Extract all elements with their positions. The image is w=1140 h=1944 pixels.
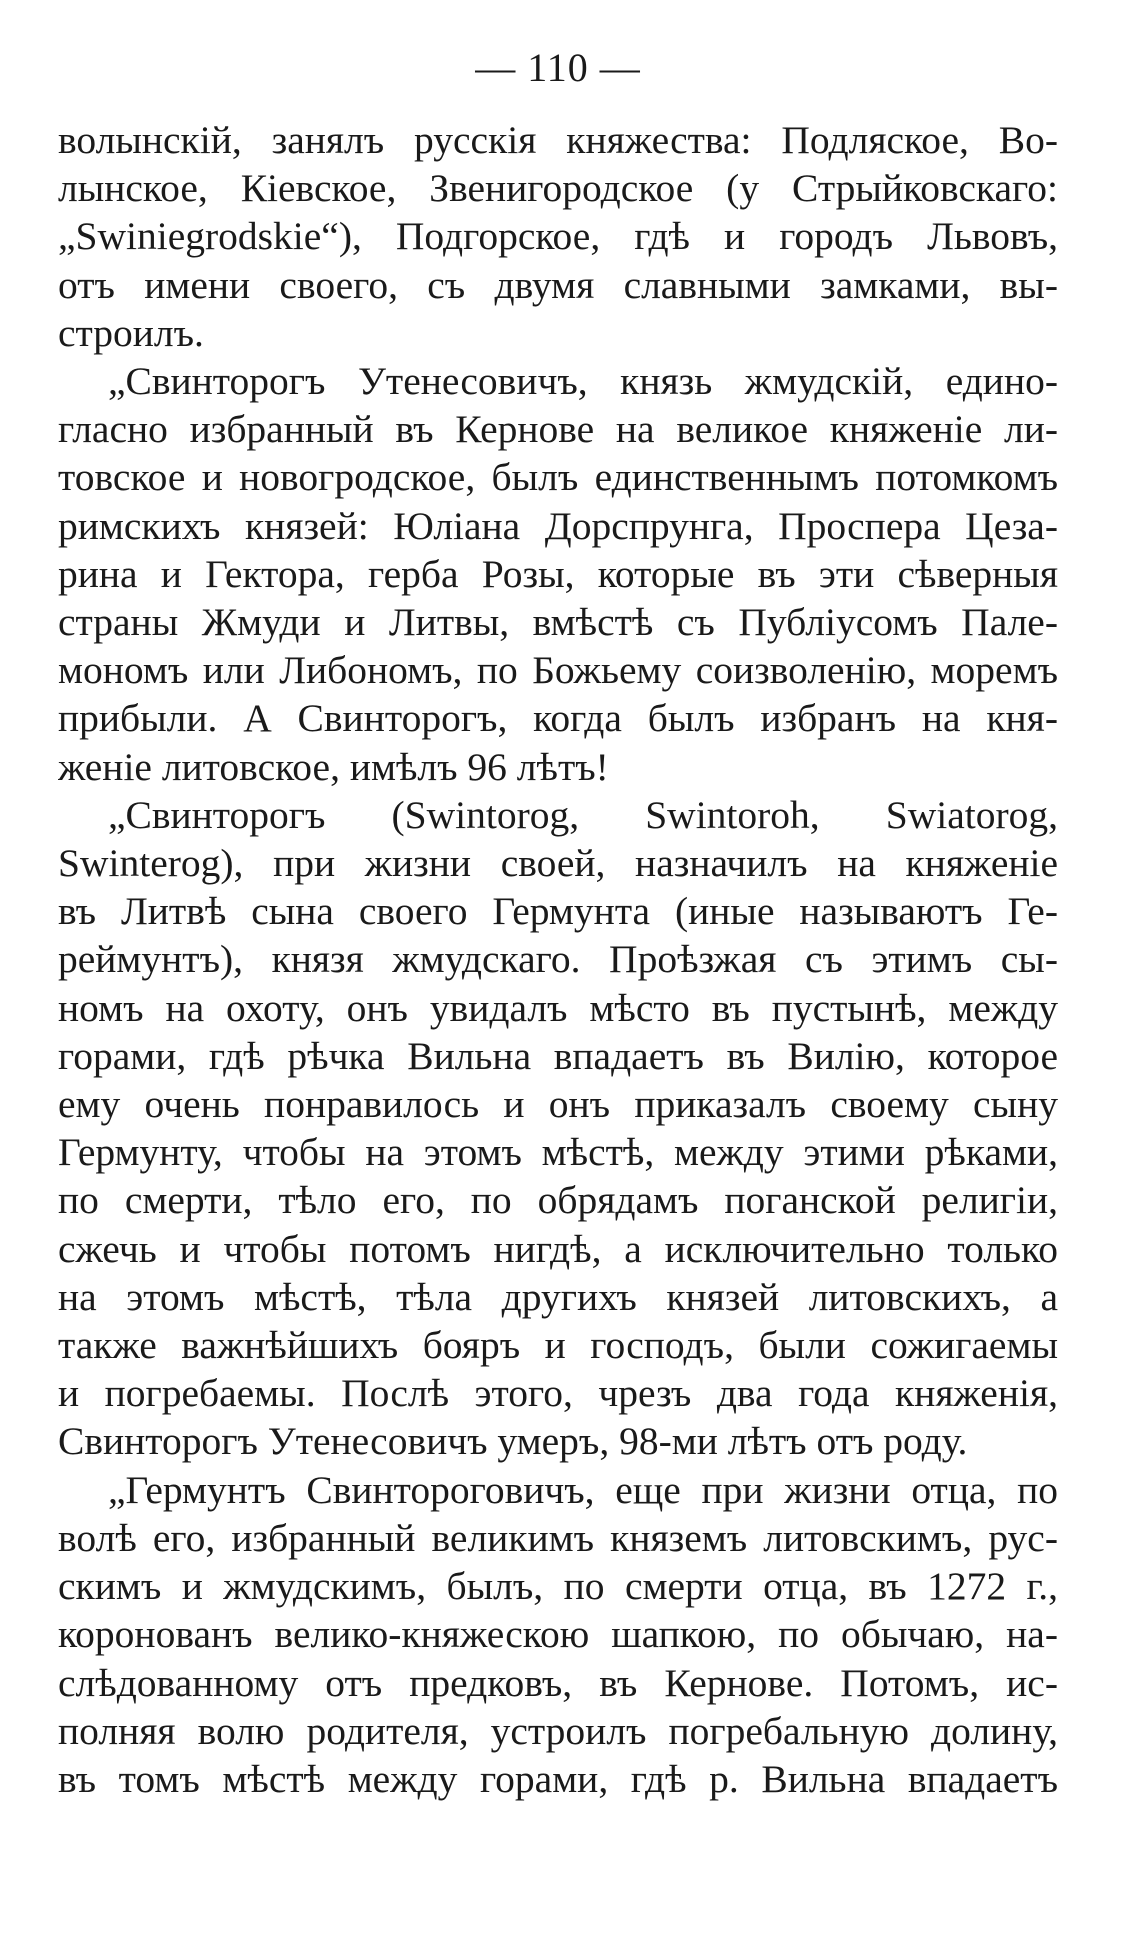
text-line: лынское, Кіевское, Звенигородское (у Стрыйковскаго: xyxy=(58,166,1058,211)
text-line: и погребаемы. Послѣ этого, чрезъ два года княженія, xyxy=(58,1371,1058,1416)
text-line: мономъ или Либономъ, по Божьему соизволенію, моремъ xyxy=(58,648,1058,693)
document-page xyxy=(58,38,1058,1803)
text-line: горами, гдѣ рѣчка Вильна впадаетъ въ Вилію, которое xyxy=(58,1033,1058,1078)
text-line: римскихъ князей: Юліана Дорспрунга, Проспера Цеза- xyxy=(58,503,1058,548)
text-line: сжечь и чтобы потомъ нигдѣ, а исключительно только xyxy=(58,1226,1058,1271)
paragraph xyxy=(58,791,1058,1466)
text-line: номъ на охоту, онъ увидалъ мѣсто въ пустынѣ, между xyxy=(58,985,1058,1030)
paragraph xyxy=(58,357,1058,791)
text-line: отъ имени своего, съ двумя славными замками, вы- xyxy=(58,262,1058,307)
text-line: волынскій, занялъ русскія княжества: Подляское, Во- xyxy=(58,118,1058,162)
text-line: „Свинторогъ (Swintorog, Swintoroh, Swiatorog, xyxy=(108,792,1058,837)
text-line: прибыли. А Свинторогъ, когда былъ избранъ на кня- xyxy=(58,696,1058,741)
text-line: на этомъ мѣстѣ, тѣла другихъ князей литовскихъ, а xyxy=(58,1274,1058,1319)
text-line: по смерти, тѣло его, по обрядамъ поганской религіи, xyxy=(58,1178,1058,1223)
text-line: товское и новогродское, былъ единственнымъ потомкомъ xyxy=(58,455,1058,500)
text-line: страны Жмуди и Литвы, вмѣстѣ съ Публіусомъ Пале- xyxy=(58,600,1058,645)
text-line: волѣ его, избранный великимъ княземъ литовскимъ, рус- xyxy=(58,1515,1058,1560)
paragraph xyxy=(58,1466,1058,1803)
text-line: Гермунту, чтобы на этомъ мѣстѣ, между этими рѣками, xyxy=(58,1130,1058,1175)
text-line: „Swiniegrodskie“), Подгорское, гдѣ и городъ Львовъ, xyxy=(58,214,1058,259)
paragraph xyxy=(58,116,1058,357)
text-line: въ Литвѣ сына своего Гермунта (иные называютъ Ге- xyxy=(58,889,1058,934)
text-line: женіе литовское, имѣлъ 96 лѣтъ! xyxy=(58,744,609,789)
text-line: въ томъ мѣстѣ между горами, гдѣ р. Вильна впадаетъ xyxy=(58,1756,1058,1801)
text-line: также важнѣйшихъ бояръ и господъ, были сожигаемы xyxy=(58,1323,1058,1368)
text-line: ему очень понравилось и онъ приказалъ своему сыну xyxy=(58,1082,1058,1127)
text-line: строилъ. xyxy=(58,310,204,355)
text-line: Свинторогъ Утенесовичъ умеръ, 98-ми лѣтъ отъ роду. xyxy=(58,1419,968,1464)
text-line: „Гермунтъ Свинтороговичъ, еще при жизни отца, по xyxy=(108,1467,1058,1512)
text-line: скимъ и жмудскимъ, былъ, по смерти отца, въ 1272 г., xyxy=(58,1564,1058,1609)
page-number: — 110 — xyxy=(475,45,641,90)
text-line: коронованъ велико-княжескою шапкою, по обычаю, на- xyxy=(58,1612,1058,1657)
text-line: „Свинторогъ Утенесовичъ, князь жмудскій, едино- xyxy=(108,359,1058,404)
text-line: слѣдованному отъ предковъ, въ Кернове. Потомъ, ис- xyxy=(58,1660,1058,1705)
text-line: гласно избранный въ Кернове на великое княженіе ли- xyxy=(58,407,1058,452)
text-line: Swinterog), при жизни своей, назначилъ на княженіе xyxy=(58,841,1058,886)
text-line: реймунтъ), князя жмудскаго. Проѣзжая съ этимъ сы- xyxy=(58,937,1058,982)
text-line: полняя волю родителя, устроилъ погребальную долину, xyxy=(58,1708,1058,1753)
body-text xyxy=(58,116,1058,1803)
text-line: рина и Гектора, герба Розы, которые въ эти сѣверныя xyxy=(58,551,1058,596)
